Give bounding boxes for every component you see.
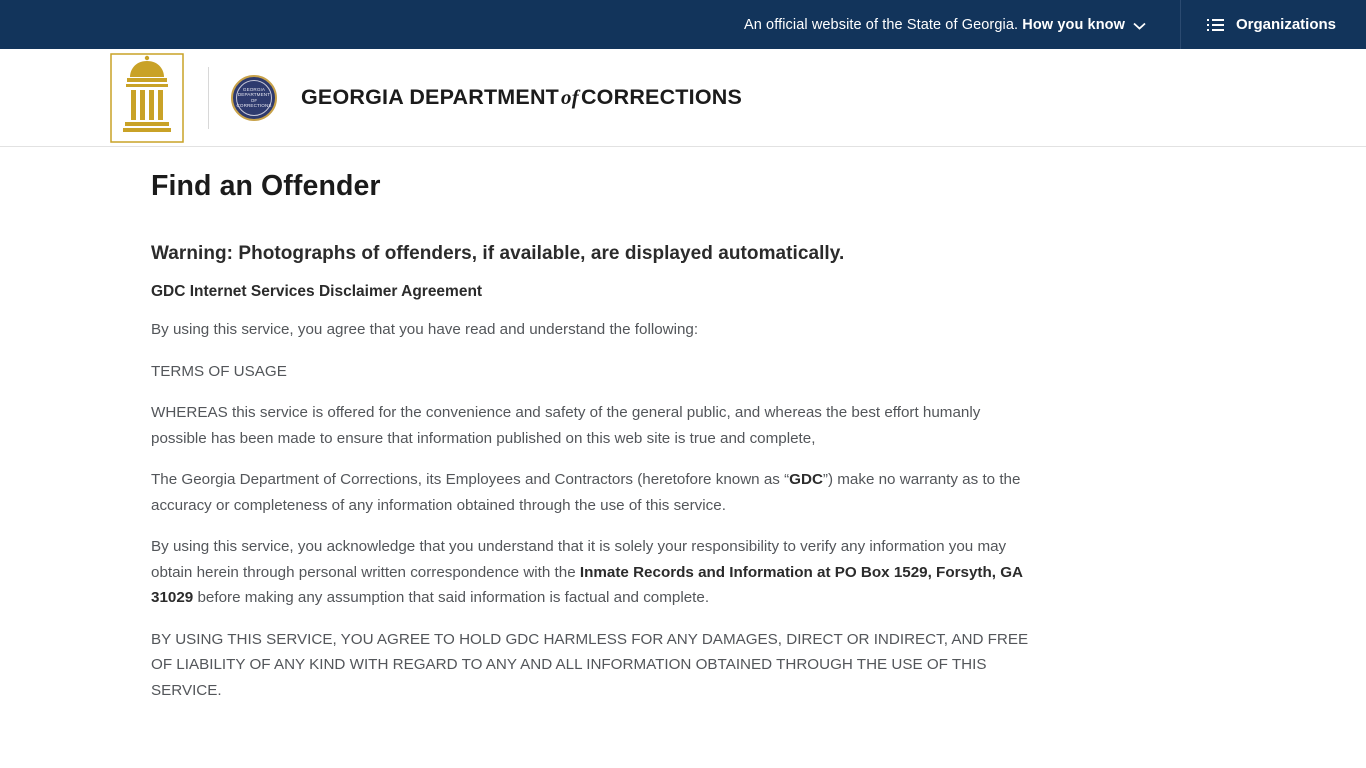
photo-warning-text: Warning: Photographs of offenders, if available, are displayed automatically. xyxy=(151,243,845,264)
inmate-records-address: Inmate Records and Information at PO Box 1529, Forsyth, GA 31029 xyxy=(151,563,1023,606)
how-you-know-label: How you know xyxy=(1022,16,1125,33)
georgia-gold-dome-icon[interactable] xyxy=(110,53,184,137)
disclaimer-heading: GDC Internet Services Disclaimer Agreement xyxy=(151,283,483,300)
state-banner xyxy=(0,0,1366,49)
agency-header xyxy=(0,49,1366,147)
official-website-label: An official website of the State of Georgia. xyxy=(743,16,1019,33)
hold-harmless-paragraph: BY USING THIS SERVICE, YOU AGREE TO HOLD GDC HARMLESS FOR ANY DAMAGES, DIRECT OR INDIRECT, AND FREE OF LIABILITY OF ANY KIND WITH REGARD TO ANY AND ALL INFORMATION OBTAINED THROUGH THE USE OF THIS SERVICE. xyxy=(151,630,1029,699)
terms-of-usage-label: TERMS OF USAGE xyxy=(151,362,287,380)
agency-title xyxy=(301,85,742,110)
main-content xyxy=(0,169,1366,703)
how-you-know-toggle[interactable] xyxy=(744,17,1146,33)
whereas-paragraph: WHEREAS this service is offered for the convenience and safety of the general public, and whereas the best effort humanly possible has been made to ensure that information published on this web site is true and complete, xyxy=(151,404,981,447)
verify-post: before making any assumption that said information is factual and complete. xyxy=(193,589,710,606)
organizations-label: Organizations xyxy=(1235,16,1336,33)
gdc-warranty-paragraph xyxy=(151,467,1031,518)
gdc-seal-text: GEORGIA DEPARTMENT OF CORRECTIONS xyxy=(236,80,272,116)
verify-pre: By using this service, you acknowledge that you understand that it is solely your responsibility to verify any information you may obtain herein through personal written correspondence with the xyxy=(151,538,1007,581)
agency-title-part2: CORRECTIONS xyxy=(580,85,743,109)
page-title: Find an Offender xyxy=(151,170,381,202)
agency-title-part1: GEORGIA DEPARTMENT xyxy=(301,85,560,109)
header-divider xyxy=(208,67,209,129)
agency-title-of: of xyxy=(561,85,579,109)
gdc-abbreviation: GDC xyxy=(789,471,823,488)
gdc-warranty-post: ”) make no warranty as to the accuracy or completeness of any information obtained through the use of this service. xyxy=(151,471,1021,514)
list-icon xyxy=(1207,16,1224,34)
gdc-seal-icon[interactable] xyxy=(231,75,277,121)
organizations-button[interactable] xyxy=(1180,0,1366,49)
chevron-down-icon xyxy=(1133,22,1146,30)
official-website-text xyxy=(744,17,1125,33)
verify-responsibility-paragraph xyxy=(151,534,1031,611)
gdc-warranty-pre: The Georgia Department of Corrections, its Employees and Contractors (heretofore known as “ xyxy=(151,471,790,488)
intro-paragraph: By using this service, you agree that you have read and understand the following: xyxy=(151,321,699,338)
